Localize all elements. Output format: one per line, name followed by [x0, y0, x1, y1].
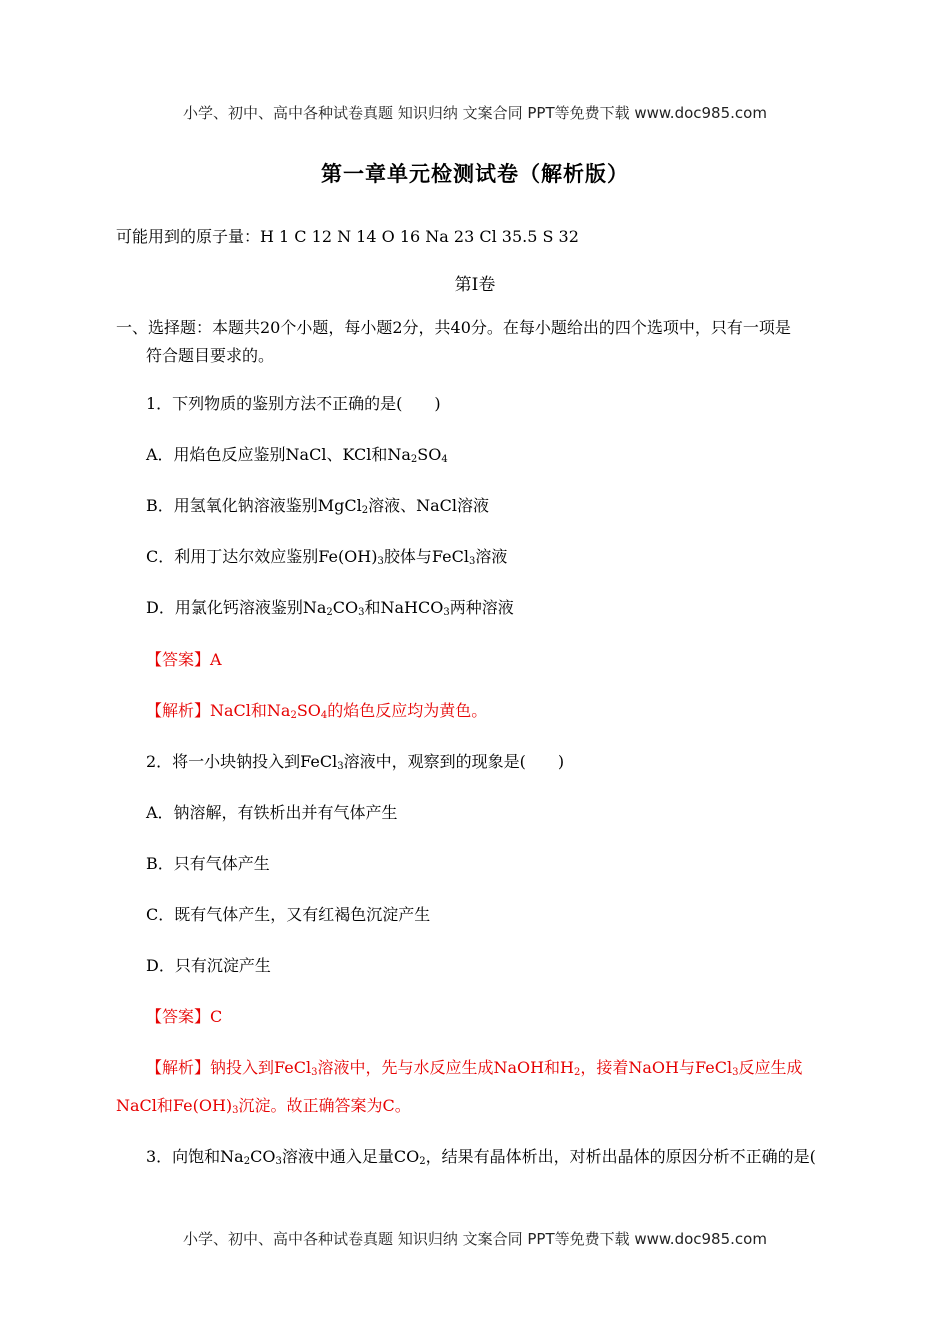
page-footer: 小学、初中、高中各种试卷真题 知识归纳 文案合同 PPT等免费下载 www.doc985.com — [183, 1230, 767, 1248]
q2-analysis-line2: NaCl和$Fe(OH)_3$沉淀。故正确答案为C。 — [116, 1096, 411, 1116]
q2-answer: 【答案】C — [146, 1007, 223, 1026]
q2-option-d: D．只有沉淀产生 — [146, 956, 271, 975]
q1-stem: 1．下列物质的鉴别方法不正确的是( ) — [146, 394, 441, 413]
q1-analysis: 【解析】NaCl和$Na_2SO_4$的焰色反应均为黄色。 — [146, 701, 488, 721]
atomic-masses: 可能用到的原子量：H 1 C 12 N 14 O 16 Na 23 Cl 35.5 S 32 — [116, 227, 579, 246]
q2-option-b: B．只有气体产生 — [146, 854, 270, 873]
q2-analysis-line1: 【解析】钠投入到FeCl$_3$溶液中，先与水反应生成NaOH和$H_2$，接着NaOH与FeCl$_3$反应生成 — [146, 1058, 803, 1078]
q1-option-c: C．利用丁达尔效应鉴别$Fe(OH)_3$胶体与FeCl$_3$溶液 — [146, 547, 508, 567]
volume-label: 第Ⅰ卷 — [454, 275, 496, 295]
q2-option-c: C．既有气体产生，又有红褐色沉淀产生 — [146, 905, 431, 924]
page-title: 第一章单元检测试卷（解析版） — [321, 162, 629, 186]
page-header: 小学、初中、高中各种试卷真题 知识归纳 文案合同 PPT等免费下载 www.doc985.com — [183, 104, 767, 122]
q2-stem: 2．将一小块钠投入到FeCl$_3$溶液中，观察到的现象是( ) — [146, 752, 565, 772]
q3-stem: 3．向饱和$Na_2CO_3$溶液中通入足量$CO_2$，结果有晶体析出，对析出晶体的原因分析不正确的是( — [146, 1147, 816, 1167]
q1-answer: 【答案】A — [146, 650, 222, 669]
q1-option-d: D．用氯化钙溶液鉴别$Na_2CO_3$和NaHCO$_3$两种溶液 — [146, 598, 514, 618]
q2-option-a: A．钠溶解，有铁析出并有气体产生 — [146, 803, 398, 822]
q1-option-b: B．用氢氧化钠溶液鉴别MgCl$_2$溶液、NaCl溶液 — [146, 496, 490, 516]
section-intro-line1: 一、选择题：本题共20个小题，每小题2分，共40分。在每小题给出的四个选项中，只有一项是 — [116, 318, 791, 337]
section-intro-line2: 符合题目要求的。 — [146, 346, 275, 365]
q1-option-a: A．用焰色反应鉴别NaCl、KCl和$Na_2SO_4$ — [146, 445, 448, 465]
